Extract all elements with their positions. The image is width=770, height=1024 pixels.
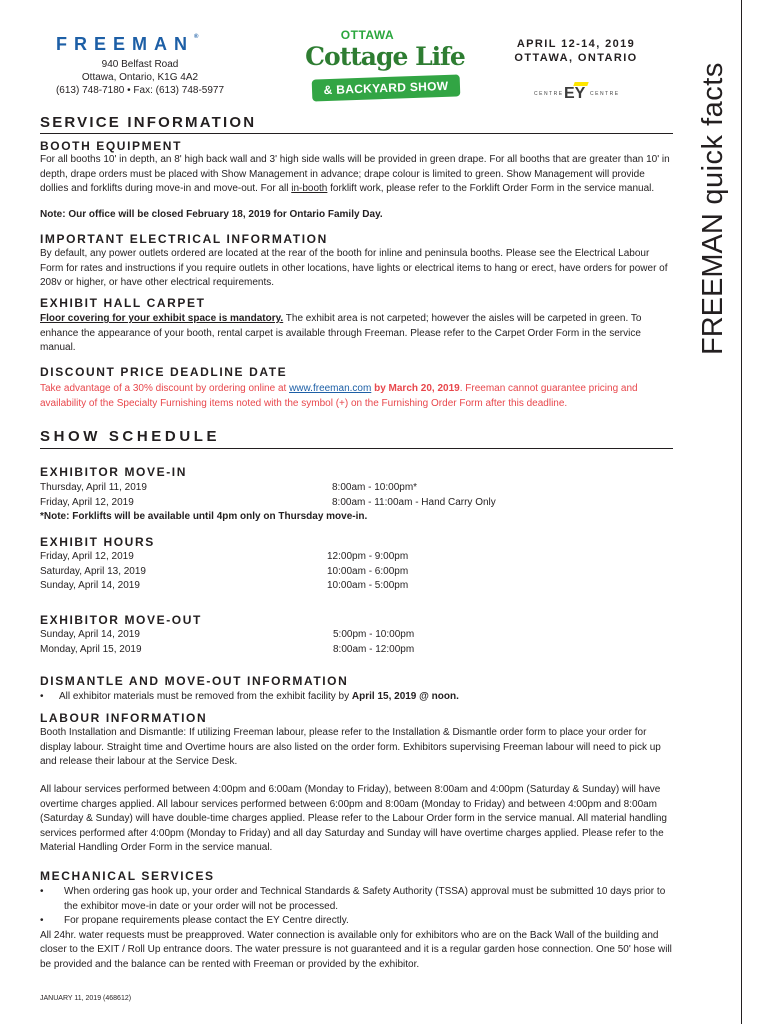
service-information-title: SERVICE INFORMATION [40, 114, 257, 131]
venue-logo-mark: EY [564, 85, 586, 102]
exhibit-hours-schedule [40, 550, 674, 594]
cottage-life-show-logo [300, 28, 470, 104]
schedule-row: Friday, April 12, 2019 8:00am - 11:00am - Hand Carry Only [40, 496, 496, 508]
side-title-brand: FREEMAN [697, 213, 729, 355]
schedule-row: Saturday, April 13, 2019 10:00am - 6:00pm [40, 565, 409, 577]
side-divider [741, 0, 742, 1024]
bullet-glyph: • [40, 915, 44, 926]
move-in-schedule [40, 481, 674, 525]
dismantle-heading: DISMANTLE AND MOVE-OUT INFORMATION [40, 674, 349, 688]
exhibit-hours-heading: EXHIBIT HOURS [40, 535, 155, 549]
venue-logo-word-left: CENTRE [534, 91, 564, 97]
bullet-glyph: • [40, 886, 44, 897]
move-out-heading: EXHIBITOR MOVE-OUT [40, 613, 202, 627]
mechanical-heading: MECHANICAL SERVICES [40, 869, 215, 883]
list-item: • For propane requirements please contact the EY Centre directly. [40, 914, 674, 929]
labour-text-2: All labour services performed between 4:00pm and 6:00am (Monday to Friday), between 8:00am and 4:00pm (Saturday & Sunday) will have overtime charges applied. All labour services performed between 6:00pm and 8:00am (Monday to Friday) and between 4:00pm and 8:00am (Saturday & Sunday) will have double-time charges applied. Please refer to the Labour Order form in the service manual. All material handling services performed after 4:00pm (Monday to Friday) and all day Saturday and Sunday will have overtime charges applied. Please refer to the Material Handling Order Form in the service manual. [40, 784, 667, 853]
booth-equipment-heading: BOOTH EQUIPMENT [40, 139, 183, 153]
address-line: (613) 748-7180 • Fax: (613) 748-5977 [55, 85, 225, 96]
show-logo-banner: & BACKYARD SHOW [312, 74, 461, 101]
electrical-text: By default, any power outlets ordered are located at the rear of the booth for inline and peninsula booths. Please see the Electrical Labour Form for rates and instructions if you require outlets in other locations, have lights or electrical items to hang or erect, have orders for power of 208v or higher, or have other electrical requirements. [40, 248, 668, 288]
labour-text-1: Booth Installation and Dismantle: If utilizing Freeman labour, please refer to the Installation & Dismantle order form to place your order for display labour. Straight time and Overtime hours are also listed on the order form. Exhibitors supervising Freeman labour will need to pick up and release their labour at the Service Desk. [40, 727, 661, 767]
document-footer: JANUARY 11, 2019 (468612) [40, 995, 132, 1002]
show-dates-block [496, 37, 656, 65]
dismantle-item: • All exhibitor materials must be removed from the exhibit facility by April 15, 2019 @ noon. [40, 690, 674, 705]
discount-heading: DISCOUNT PRICE DEADLINE DATE [40, 365, 288, 379]
labour-heading: LABOUR INFORMATION [40, 711, 208, 725]
show-location: OTTAWA, ONTARIO [514, 52, 638, 64]
schedule-row: Sunday, April 14, 2019 10:00am - 5:00pm [40, 580, 409, 591]
venue-logo-word-right: CENTRE [590, 91, 620, 97]
freeman-logo: FREEMAN® [56, 34, 199, 54]
office-closed-note: Note: Our office will be closed February 18, 2019 for Ontario Family Day. [40, 209, 383, 220]
section-divider [40, 133, 673, 134]
electrical-heading: IMPORTANT ELECTRICAL INFORMATION [40, 232, 328, 246]
discount-text: Take advantage of a 30% discount by ordering online at www.freeman.com by March 20, 2019. Freeman cannot guarantee pricing and availability of the Specialty Furnishing items noted with the symbol (+) on the Furnishing Order Form after this deadline. [40, 383, 638, 409]
carpet-heading: EXHIBIT HALL CARPET [40, 296, 206, 310]
water-text: All 24hr. water requests must be preapproved. Water connection is available only for exhibitors who are on the Back Wall of the building and closer to the EXIT / Roll Up entrance doors. The water pressure is not guaranteed and it is a regular garden hose connection. One 50' hose will be provided and the balance can be rented with Freeman or provided by the exhibitor. [40, 929, 672, 970]
list-item: • When ordering gas hook up, your order and Technical Standards & Safety Authority (TSSA) approval must be submitted 10 days prior to the exhibitor move-in date or your order will not be processed. [40, 886, 666, 912]
move-in-heading: EXHIBITOR MOVE-IN [40, 465, 187, 479]
bullet-glyph: • [40, 691, 44, 702]
move-out-schedule [40, 628, 674, 657]
mechanical-text [40, 885, 674, 972]
office-address [40, 58, 240, 97]
carpet-text: Floor covering for your exhibit space is mandatory. The exhibit area is not carpeted; however the aisles will be carpeted in green. To enhance the appearance of your booth, rental carpet is available through Freeman. Please refer to the Carpet Order Form in the service manual. [40, 313, 642, 353]
schedule-row: Thursday, April 11, 2019 8:00am - 10:00pm* [40, 482, 418, 493]
show-logo-name: Cottage Life [305, 42, 465, 71]
show-dates: APRIL 12-14, 2019 [516, 38, 636, 50]
section-divider [40, 448, 673, 449]
address-line: Ottawa, Ontario, K1G 4A2 [81, 72, 199, 83]
schedule-row: Friday, April 12, 2019 12:00pm - 9:00pm [40, 551, 409, 562]
ey-centre-logo [534, 82, 624, 104]
side-title-text: quick facts [697, 62, 729, 214]
show-schedule-title: SHOW SCHEDULE [40, 428, 221, 445]
schedule-row: Monday, April 15, 2019 8:00am - 12:00pm [40, 643, 415, 655]
move-in-note: *Note: Forklifts will be available until 4pm only on Thursday move-in. [40, 511, 368, 522]
show-logo-city: OTTAWA [340, 28, 395, 42]
booth-equipment-text: For all booths 10' in depth, an 8' high back wall and 3' high side walls will be provided in green drape. For all booths that are greater than 10' in depth, drape orders must be placed with Show Management in advance; drape colour is limited to green. Show Management will provide dollies and forklifts during move-in and move-out. For all in-booth forklift work, please refer to the Forklift Order Form in the service manual. [40, 154, 670, 194]
side-title [697, 62, 730, 355]
address-line: 940 Belfast Road [101, 59, 179, 70]
freeman-website-link[interactable]: www.freeman.com [289, 383, 372, 394]
schedule-row: Sunday, April 14, 2019 5:00pm - 10:00pm [40, 629, 415, 640]
